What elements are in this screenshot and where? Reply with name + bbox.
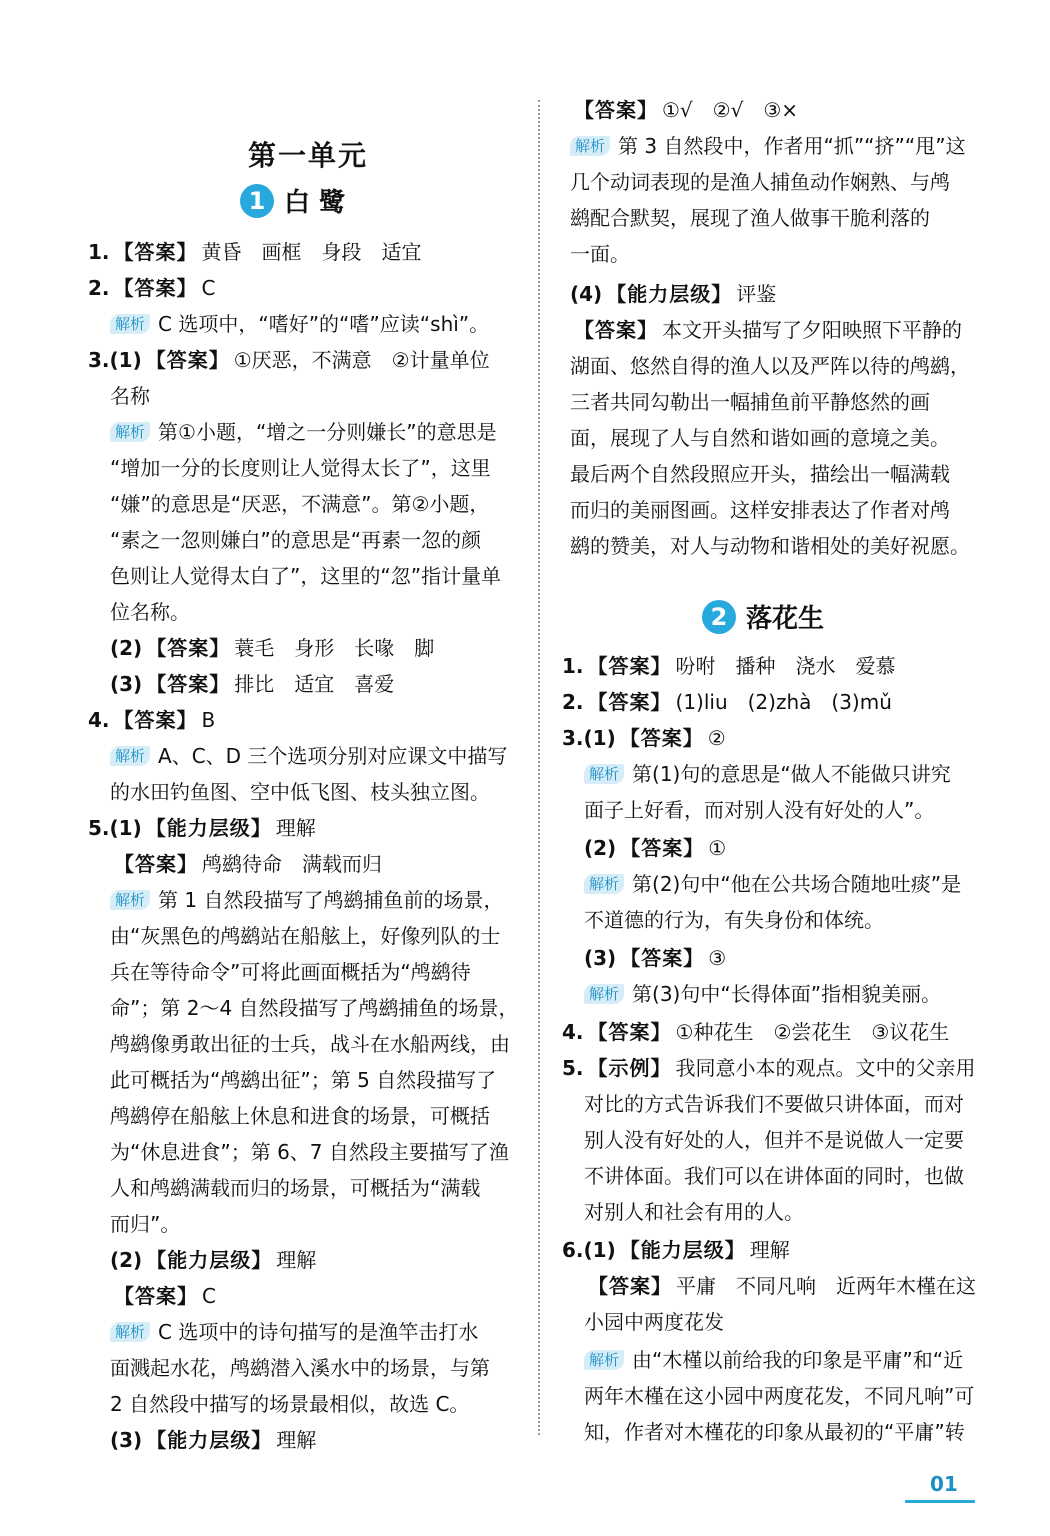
line-text: 鹚的赞美，对人与动物和谐相处的美好祝愿。 <box>570 534 970 558</box>
right-line <box>562 1198 804 1226</box>
lesson-number-badge: 2 <box>702 600 736 634</box>
line-text: “增加一分的长度则让人觉得太长了”，这里 <box>110 456 491 480</box>
answer-tag: 【答案】 <box>587 690 672 714</box>
line-text: ① <box>708 836 727 860</box>
line-text: 色则让人觉得太白了”，这里的“忽”指计量单 <box>110 564 502 588</box>
left-line <box>88 1426 316 1454</box>
line-text: C 选项中，“嗜好”的“嗜”应读“shì”。 <box>158 312 490 336</box>
answer-tag: 【答案】 <box>574 318 658 342</box>
line-text: 第 1 自然段描写了鸬鹚捕鱼前的场景， <box>158 888 504 912</box>
line-text: 几个动词表现的是渔人捕鱼动作娴熟、与鸬 <box>570 170 950 194</box>
right-line <box>562 168 950 196</box>
analysis-badge: 解析 <box>584 1350 624 1370</box>
analysis-badge: 解析 <box>584 874 624 894</box>
line-text: 我同意小本的观点。文中的父亲用 <box>675 1056 976 1080</box>
right-line <box>562 352 970 380</box>
item-number: (3) <box>110 672 143 696</box>
line-text: 湖面、悠然自得的渔人以及严阵以待的鸬鹚， <box>570 354 970 378</box>
left-line <box>88 382 150 410</box>
line-text: 而归”。 <box>110 1212 181 1236</box>
line-text: 不道德的行为，有失身份和体统。 <box>584 908 884 932</box>
right-line <box>562 944 726 972</box>
line-text: 一面。 <box>570 242 630 266</box>
line-text: 第(1)句的意思是“做人不能做只讲究 <box>632 762 951 786</box>
line-text: “素之一忽则嫌白”的意思是“再素一忽的颜 <box>110 528 482 552</box>
page-number-underline <box>905 1500 975 1503</box>
left-line <box>88 850 382 878</box>
item-number: 1. <box>88 240 110 264</box>
line-text: 兵在等待命令”可将此画面概括为“鸬鹚待 <box>110 960 471 984</box>
right-line <box>562 1382 974 1410</box>
right-line <box>562 1346 963 1374</box>
line-text: “嫌”的意思是“厌恶，不满意”。第②小题， <box>110 492 490 516</box>
line-text: 理解 <box>749 1238 790 1262</box>
line-text: 最后两个自然段照应开头，描绘出一幅满载 <box>570 462 950 486</box>
left-line <box>88 814 316 842</box>
right-line <box>562 1054 976 1082</box>
answer-tag: 【答案】 <box>587 654 672 678</box>
left-line <box>88 310 489 338</box>
line-text: 名称 <box>110 384 150 408</box>
item-number: (2) <box>110 1248 143 1272</box>
line-text: 理解 <box>276 1248 317 1272</box>
line-text: C 选项中的诗句描写的是渔竿击打水 <box>158 1320 479 1344</box>
left-line <box>88 1354 490 1382</box>
left-line <box>88 634 434 662</box>
right-line <box>562 1308 724 1336</box>
line-text: C <box>202 1284 216 1308</box>
right-line <box>562 132 966 160</box>
analysis-badge: 解析 <box>570 136 610 156</box>
left-line <box>88 1174 480 1202</box>
analysis-badge: 解析 <box>110 422 150 442</box>
lesson-heading-1 <box>240 182 345 219</box>
line-text: 位名称。 <box>110 600 190 624</box>
item-number: 3.(1) <box>562 726 616 750</box>
line-text: 而归的美丽图画。这样安排表达了作者对鸬 <box>570 498 950 522</box>
item-number: (3) <box>110 1428 143 1452</box>
left-line <box>88 1102 490 1130</box>
left-line <box>88 994 519 1022</box>
line-text: 本文开头描写了夕阳映照下平静的 <box>662 318 962 342</box>
left-line <box>88 526 481 554</box>
left-line <box>88 346 490 374</box>
right-line <box>562 204 930 232</box>
right-line <box>562 724 726 752</box>
item-number: (3) <box>584 946 617 970</box>
line-text: 第(3)句中“长得体面”指相貌美丽。 <box>632 982 942 1006</box>
column-divider <box>538 100 540 1435</box>
analysis-badge: 解析 <box>584 764 624 784</box>
line-text: 面，展现了人与自然和谐如画的意境之美。 <box>570 426 950 450</box>
answer-tag: 【答案】 <box>113 708 198 732</box>
item-number: (4) <box>570 282 603 306</box>
item-number: 1. <box>562 654 584 678</box>
right-line <box>562 460 950 488</box>
left-line <box>88 238 422 266</box>
line-text: 小园中两度花发 <box>584 1310 724 1334</box>
left-line <box>88 778 490 806</box>
answer-tag: 【答案】 <box>145 348 230 372</box>
answer-tag: 【答案】 <box>619 726 704 750</box>
answer-tag: 【答案】 <box>113 240 198 264</box>
answer-tag: 【答案】 <box>146 636 231 660</box>
line-text: 第 3 自然段中，作者用“抓”“挤”“甩”这 <box>618 134 966 158</box>
answer-tag: 【答案】 <box>587 1020 672 1044</box>
item-number: 4. <box>562 1020 584 1044</box>
item-number: (2) <box>584 836 617 860</box>
answer-tag: 【答案】 <box>620 836 705 860</box>
line-text: 鹚配合默契，展现了渔人做事干脆利落的 <box>570 206 930 230</box>
answer-tag: 【能力层级】 <box>146 1428 273 1452</box>
right-line <box>562 388 930 416</box>
page-number: 01 <box>930 1472 958 1496</box>
line-text: 平庸 不同凡响 近两年木槿在这 <box>676 1274 976 1298</box>
answer-tag: 【答案】 <box>620 946 705 970</box>
line-text: ①√ ②√ ③× <box>662 98 799 122</box>
right-line <box>562 96 798 124</box>
line-text: 命”；第 2～4 自然段描写了鸬鹚捕鱼的场景， <box>110 996 519 1020</box>
analysis-badge: 解析 <box>110 314 150 334</box>
item-number: 5. <box>562 1056 584 1080</box>
right-line <box>562 834 726 862</box>
answer-tag: 【答案】 <box>114 1284 198 1308</box>
line-text: 理解 <box>275 816 316 840</box>
line-text: 别人没有好处的人，但并不是说做人一定要 <box>584 1128 964 1152</box>
line-text: A、C、D 三个选项分别对应课文中描写 <box>158 744 508 768</box>
right-line <box>562 316 962 344</box>
analysis-badge: 解析 <box>110 746 150 766</box>
answer-tag: 【能力层级】 <box>606 282 733 306</box>
lesson-title: 落花生 <box>746 604 825 634</box>
right-line <box>562 1018 949 1046</box>
line-text: 排比 适宜 喜爱 <box>234 672 395 696</box>
right-line <box>562 1418 965 1446</box>
left-line <box>88 1246 316 1274</box>
right-line <box>562 496 950 524</box>
right-line <box>562 760 951 788</box>
lesson-title: 白 鹭 <box>284 188 346 218</box>
line-text: ② <box>707 726 726 750</box>
line-text: 第①小题，“增之一分则嫌长”的意思是 <box>158 420 497 444</box>
item-number: 4. <box>88 708 110 732</box>
line-text: 评鉴 <box>736 282 777 306</box>
line-text: 知，作者对木槿花的印象从最初的“平庸”转 <box>584 1420 965 1444</box>
line-text: 鸬鹚停在船舷上休息和进食的场景，可概括 <box>110 1104 490 1128</box>
unit-title: 第一单元 <box>247 139 368 172</box>
left-line <box>88 454 491 482</box>
left-line <box>88 598 190 626</box>
left-line <box>88 886 503 914</box>
left-line <box>88 1066 496 1094</box>
analysis-badge: 解析 <box>110 890 150 910</box>
right-line <box>562 532 970 560</box>
analysis-badge: 解析 <box>110 1322 150 1342</box>
line-text: C <box>201 276 216 300</box>
lesson-number-badge: 1 <box>240 184 274 218</box>
right-line <box>562 424 950 452</box>
left-line <box>88 670 394 698</box>
line-text: ①种花生 ②尝花生 ③议花生 <box>675 1020 950 1044</box>
line-text: 由“灰黑色的鸬鹚站在船舷上，好像列队的士 <box>110 924 501 948</box>
item-number: 2. <box>88 276 110 300</box>
left-line <box>88 1282 216 1310</box>
line-text: B <box>201 708 216 732</box>
right-line <box>562 906 884 934</box>
line-text: 2 自然段中描写的场景最相似，故选 C。 <box>110 1392 470 1416</box>
line-text: 鸬鹚待命 满载而归 <box>202 852 382 876</box>
right-line <box>562 870 961 898</box>
right-line <box>562 1162 964 1190</box>
line-text: 三者共同勾勒出一幅捕鱼前平静悠然的画 <box>570 390 930 414</box>
right-line <box>562 980 941 1008</box>
left-line <box>88 1210 180 1238</box>
left-line <box>88 1030 510 1058</box>
analysis-badge: 解析 <box>584 984 624 1004</box>
left-line <box>88 490 489 518</box>
line-text: 人和鸬鹚满载而归的场景，可概括为“满载 <box>110 1176 481 1200</box>
item-number: (2) <box>110 636 143 660</box>
left-line <box>88 958 471 986</box>
left-line <box>88 922 500 950</box>
line-text: 黄昏 画框 身段 适宜 <box>201 240 422 264</box>
line-text: 理解 <box>276 1428 317 1452</box>
answer-tag: 【答案】 <box>113 276 198 300</box>
item-number: 5.(1) <box>88 816 142 840</box>
line-text: 蓑毛 身形 长喙 脚 <box>234 636 435 660</box>
left-line <box>88 1138 509 1166</box>
left-line <box>88 742 507 770</box>
answer-tag: 【答案】 <box>114 852 198 876</box>
line-text: 对别人和社会有用的人。 <box>584 1200 804 1224</box>
line-text: 不讲体面。我们可以在讲体面的同时，也做 <box>584 1164 964 1188</box>
line-text: ③ <box>708 946 727 970</box>
item-number: 2. <box>562 690 584 714</box>
left-line <box>88 706 215 734</box>
right-line <box>562 796 934 824</box>
right-line <box>562 1272 976 1300</box>
line-text: 两年木槿在这小园中两度花发，不同凡响”可 <box>584 1384 975 1408</box>
line-text: ①厌恶，不满意 ②计量单位 <box>233 348 490 372</box>
answer-tag: 【能力层级】 <box>145 816 272 840</box>
left-line <box>88 562 501 590</box>
answer-tag: 【答案】 <box>588 1274 672 1298</box>
right-line <box>562 652 896 680</box>
answer-tag: 【示例】 <box>587 1056 672 1080</box>
left-line <box>88 1318 478 1346</box>
line-text: 面子上好看，而对别人没有好处的人”。 <box>584 798 935 822</box>
line-text: 的水田钓鱼图、空中低飞图、枝头独立图。 <box>110 780 490 804</box>
answer-tag: 【答案】 <box>574 98 658 122</box>
line-text: 此可概括为“鸬鹚出征”；第 5 自然段描写了 <box>110 1068 497 1092</box>
right-line <box>562 240 630 268</box>
item-number: 6.(1) <box>562 1238 616 1262</box>
answer-tag: 【能力层级】 <box>619 1238 746 1262</box>
right-line <box>562 1126 964 1154</box>
line-text: 由“木槿以前给我的印象是平庸”和“近 <box>632 1348 964 1372</box>
left-line <box>88 418 497 446</box>
right-line <box>562 1236 790 1264</box>
line-text: 面溅起水花，鸬鹚潜入溪水中的场景，与第 <box>110 1356 490 1380</box>
item-number: 3.(1) <box>88 348 142 372</box>
answer-tag: 【能力层级】 <box>146 1248 273 1272</box>
line-text: 对比的方式告诉我们不要做只讲体面，而对 <box>584 1092 964 1116</box>
line-text: (1)liu (2)zhà (3)mǔ <box>675 690 892 714</box>
left-line <box>88 1390 469 1418</box>
right-line <box>562 688 892 716</box>
line-text: 为“休息进食”；第 6、7 自然段主要描写了渔 <box>110 1140 509 1164</box>
right-line <box>562 1090 964 1118</box>
line-text: 吩咐 播种 浇水 爱慕 <box>675 654 896 678</box>
left-line <box>88 274 215 302</box>
line-text: 鸬鹚像勇敢出征的士兵，战斗在水船两线，由 <box>110 1032 510 1056</box>
answer-tag: 【答案】 <box>146 672 231 696</box>
lesson-heading-2 <box>702 598 824 635</box>
right-line <box>562 280 776 308</box>
line-text: 第(2)句中“他在公共场合随地吐痰”是 <box>632 872 962 896</box>
